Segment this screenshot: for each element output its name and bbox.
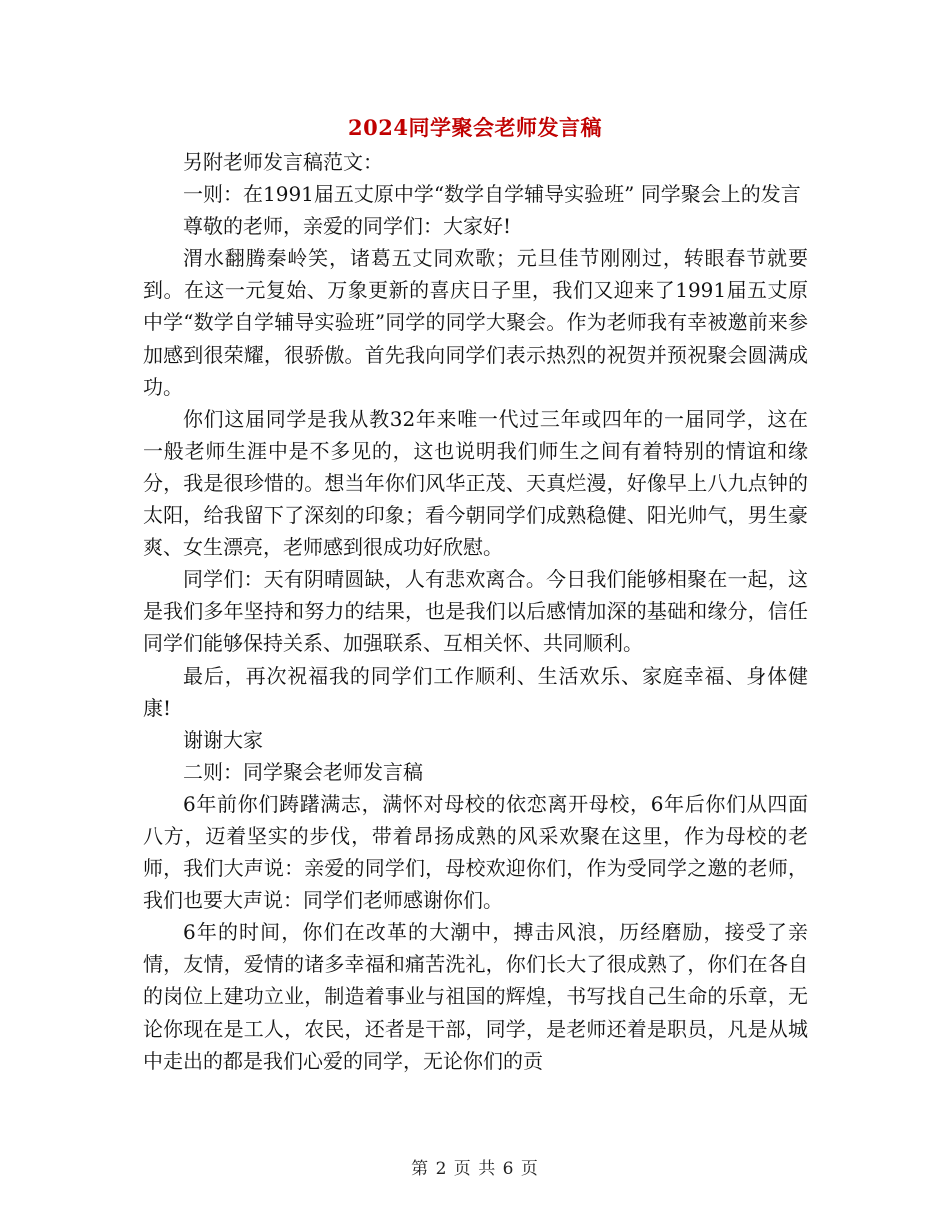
paragraph: 同学们：天有阴晴圆缺，人有悲欢离合。今日我们能够相聚在一起，这是我们多年坚持和努力的结果，也是我们以后感情加深的基础和缘分，信任同学们能够保持关系、加强联系、互相关怀、共同顺利。 — [143, 567, 808, 656]
paragraph-greeting: 尊敬的老师，亲爱的同学们：大家好! — [183, 214, 512, 239]
paragraph: 最后，再次祝福我的同学们工作顺利、生活欢乐、家庭幸福、身体健康! — [143, 663, 808, 720]
paragraph-heading-1: 一则：在1991届五丈原中学“数学自学辅导实验班” 同学聚会上的发言 — [183, 182, 801, 207]
paragraph: 渭水翻腾秦岭笑，诸葛五丈同欢歌；元旦佳节刚刚过，转眼春节就要到。在这一元复始、万象更新的喜庆日子里，我们又迎来了1991届五丈原中学“数学自学辅导实验班”同学的同学大聚会。作为老师我有幸被邀前来参加感到很荣耀，很骄傲。首先我向同学们表示热烈的祝贺并预祝聚会圆满成功。 — [143, 246, 808, 399]
document-body — [143, 146, 808, 1077]
page-footer: 第 2 页 共 6 页 — [411, 1159, 539, 1179]
paragraph: 6年的时间，你们在改革的大潮中，搏击风浪，历经磨励，接受了亲情，友情，爱情的诸多幸福和痛苦洗礼，你们长大了很成熟了，你们在各自的岗位上建功立业，制造着事业与祖国的辉煌，书写找自己生命的乐章，无论你现在是工人，农民，还者是干部，同学，是老师还着是职员，凡是从城中走出的都是我们心爱的同学，无论你们的贡 — [143, 920, 808, 1073]
paragraph-thanks: 谢谢大家 — [183, 727, 263, 752]
paragraph-heading-2: 二则：同学聚会老师发言稿 — [183, 759, 423, 784]
paragraph: 6年前你们踌躇满志，满怀对母校的依恋离开母校，6年后你们从四面八方，迈着坚实的步伐，带着昂扬成熟的风采欢聚在这里，作为母校的老师，我们大声说：亲爱的同学们，母校欢迎你们，作为受同学之邀的老师，我们也要大声说：同学们老师感谢你们。 — [143, 791, 808, 913]
paragraph: 你们这届同学是我从教32年来唯一代过三年或四年的一届同学，这在一般老师生涯中是不多见的，这也说明我们师生之间有着特别的情谊和缘分，我是很珍惜的。想当年你们风华正茂、天真烂漫，好像早上八九点钟的太阳，给我留下了深刻的印象；看今朝同学们成熟稳健、阳光帅气，男生豪爽、女生漂亮，老师感到很成功好欣慰。 — [143, 406, 808, 560]
document-title: 2024同学聚会老师发言稿 — [348, 115, 602, 140]
paragraph-intro: 另附老师发言稿范文： — [183, 150, 383, 174]
